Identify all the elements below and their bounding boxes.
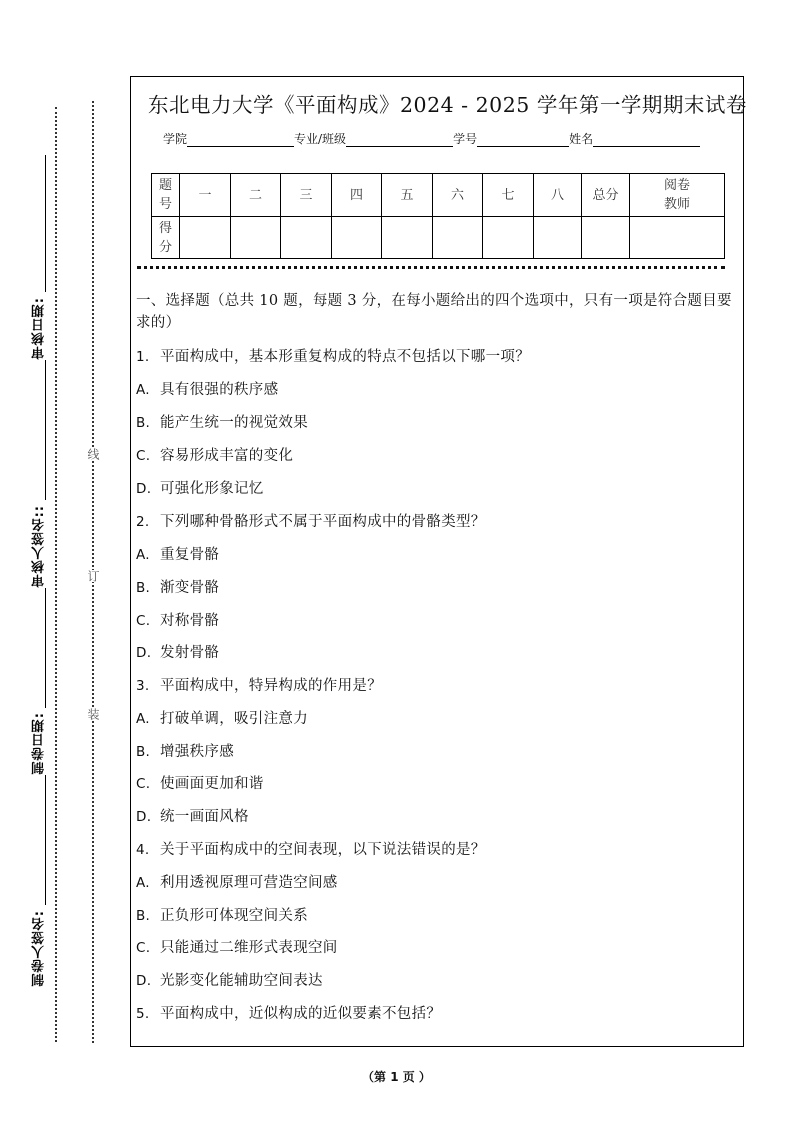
cut-label-bind: 订 <box>86 570 100 582</box>
preparer-signature-label: 制卷人签名: <box>32 910 47 987</box>
question-4-option-c: C. 只能通过二维形式表现空间 <box>136 940 338 956</box>
row-label-question-no: 题号 <box>152 174 180 217</box>
major-class-label: 专业/班级 <box>294 132 347 146</box>
name-field[interactable] <box>593 132 700 147</box>
col-1: 一 <box>180 174 231 217</box>
question-2-stem: 2. 下列哪种骨骼形式不属于平面构成中的骨骼类型？ <box>136 514 486 530</box>
score-cell-8[interactable] <box>534 217 582 259</box>
question-1-option-b: B. 能产生统一的视觉效果 <box>136 415 308 431</box>
page-number: （第 1 页 ） <box>362 1070 431 1084</box>
student-id-label: 学号 <box>453 132 478 146</box>
dotted-divider <box>137 266 725 269</box>
question-3-stem: 3. 平面构成中，特异构成的作用是？ <box>136 678 382 694</box>
student-id-field[interactable] <box>477 132 569 147</box>
score-cell-grader[interactable] <box>630 217 725 259</box>
question-3-option-a: A. 打破单调，吸引注意力 <box>136 711 308 727</box>
preparer-date-label: 制卷日期: <box>32 712 47 775</box>
score-cell-2[interactable] <box>231 217 281 259</box>
exam-title: 东北电力大学《平面构成》2024 - 2025 学年第一学期期末试卷 <box>148 93 747 117</box>
question-1-option-a: A. 具有很强的秩序感 <box>136 382 279 398</box>
preparer-date-line[interactable] <box>45 588 46 708</box>
name-label: 姓名 <box>569 132 594 146</box>
score-cell-5[interactable] <box>382 217 433 259</box>
col-6: 六 <box>433 174 483 217</box>
score-cell-7[interactable] <box>483 217 534 259</box>
review-date-line[interactable] <box>45 155 46 292</box>
question-4-option-b: B. 正负形可体现空间关系 <box>136 908 308 924</box>
col-4: 四 <box>332 174 382 217</box>
score-cell-1[interactable] <box>180 217 231 259</box>
question-4-stem: 4. 关于平面构成中的空间表现，以下说法错误的是？ <box>136 842 486 858</box>
score-cell-6[interactable] <box>433 217 483 259</box>
question-4-option-a: A. 利用透视原理可营造空间感 <box>136 875 338 891</box>
preparer-signature-line[interactable] <box>45 775 46 905</box>
col-3: 三 <box>281 174 332 217</box>
question-3-option-d: D. 统一画面风格 <box>136 809 249 825</box>
question-2-option-c: C. 对称骨骼 <box>136 613 220 629</box>
col-7: 七 <box>483 174 534 217</box>
score-table-score-row <box>152 217 725 259</box>
col-total: 总分 <box>582 174 630 217</box>
score-table <box>151 173 725 259</box>
question-2-option-d: D. 发射骨骼 <box>136 645 220 661</box>
score-cell-total[interactable] <box>582 217 630 259</box>
question-2-option-a: A. 重复骨骼 <box>136 547 220 563</box>
question-3-option-c: C. 使画面更加和谐 <box>136 776 264 792</box>
question-4-option-d: D. 光影变化能辅助空间表达 <box>136 973 323 989</box>
col-2: 二 <box>231 174 281 217</box>
major-class-field[interactable] <box>346 132 453 147</box>
col-grader: 阅卷教师 <box>630 174 725 217</box>
row-label-score: 得分 <box>152 217 180 259</box>
col-5: 五 <box>382 174 433 217</box>
question-3-option-b: B. 增强秩序感 <box>136 744 234 760</box>
question-1-option-c: C. 容易形成丰富的变化 <box>136 448 294 464</box>
cut-label-line: 线 <box>86 448 100 460</box>
score-table-header-row <box>152 174 725 217</box>
question-1-option-d: D. 可强化形象记忆 <box>136 481 264 497</box>
college-field[interactable] <box>187 132 294 147</box>
question-1-stem: 1. 平面构成中，基本形重复构成的特点不包括以下哪一项？ <box>136 349 530 365</box>
college-label: 学院 <box>163 132 188 146</box>
score-cell-3[interactable] <box>281 217 332 259</box>
section-1-heading: 一、选择题（总共 10 题，每题 3 分，在每小题给出的四个选项中，只有一项是符合题目要求的） <box>136 293 732 331</box>
reviewer-signature-label: 审核人签名:: <box>32 505 47 588</box>
col-8: 八 <box>534 174 582 217</box>
score-cell-4[interactable] <box>332 217 382 259</box>
cut-label-install: 装 <box>86 708 100 720</box>
question-2-option-b: B. 渐变骨骼 <box>136 580 220 596</box>
student-info-row <box>163 130 700 147</box>
question-5-stem: 5. 平面构成中，近似构成的近似要素不包括？ <box>136 1006 442 1022</box>
review-date-label: 审核日期: <box>32 297 47 360</box>
reviewer-signature-line[interactable] <box>45 360 46 500</box>
inner-dotted-line <box>55 107 57 1042</box>
